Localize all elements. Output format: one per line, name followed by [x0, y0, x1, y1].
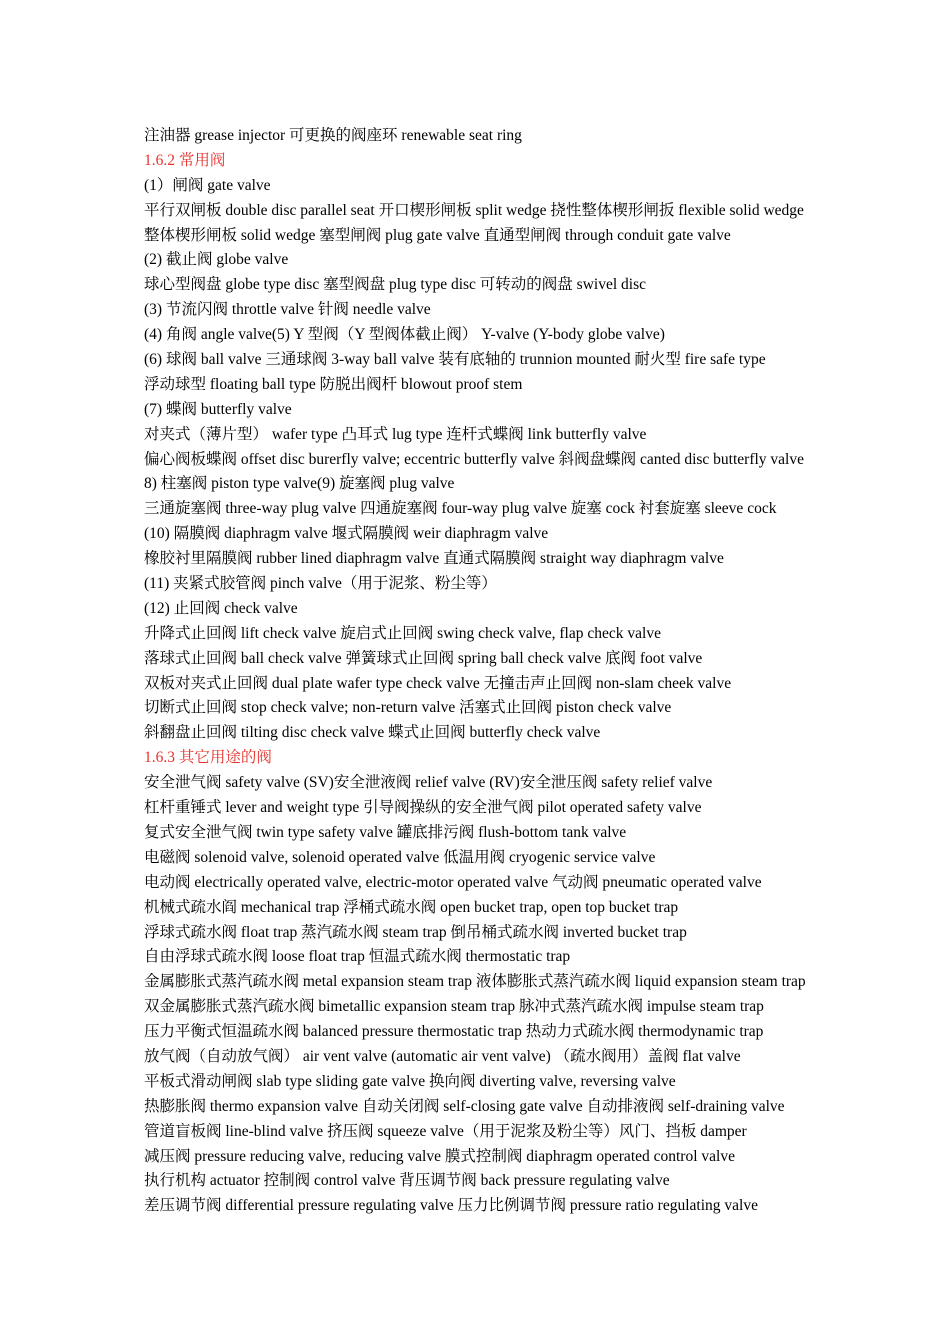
text-line: 平板式滑动闸阀 slab type sliding gate valve 换向阀 diverting valve, reversing valve [144, 1072, 676, 1090]
text-line: 升降式止回阀 lift check valve 旋启式止回阀 swing check valve, flap check valve [144, 624, 661, 642]
text-line: 平行双闸板 double disc parallel seat 开口楔形闸板 split wedge 挠性整体楔形闸扳 flexible solid wedge [144, 201, 804, 219]
text-line: 双金属膨胀式蒸汽疏水阀 bimetallic expansion steam trap 脉冲式蒸汽疏水阀 impulse steam trap [144, 998, 764, 1016]
text-line: 对夹式（薄片型） wafer type 凸耳式 lug type 连杆式蝶阀 link butterfly valve [144, 425, 647, 443]
text-line: 管道盲板阀 line-blind valve 挤压阀 squeeze valve（用于泥浆及粉尘等）风门、挡板 damper [144, 1122, 747, 1140]
text-line: (10) 隔膜阀 diaphragm valve 堰式隔膜阀 weir diaphragm valve [144, 525, 549, 543]
text-line: 执行机构 actuator 控制阀 control valve 背压调节阀 back pressure regulating valve [144, 1172, 670, 1190]
text-line: (11) 夹紧式胶管阀 pinch valve（用于泥浆、粉尘等） [144, 575, 497, 593]
text-line: (4) 角阀 angle valve(5) Y 型阀（Y 型阀体截止阀） Y-valve (Y-body globe valve) [144, 326, 665, 344]
section-heading: 1.6.3 其它用途的阀 [144, 749, 272, 767]
text-line: 压力平衡式恒温疏水阀 balanced pressure thermostatic trap 热动力式疏水阀 thermodynamic trap [144, 1023, 764, 1041]
text-line: 三通旋塞阀 three-way plug valve 四通旋塞阀 four-way plug valve 旋塞 cock 衬套旋塞 sleeve cock [144, 500, 777, 518]
text-line: 自由浮球式疏水阀 loose float trap 恒温式疏水阀 thermostatic trap [144, 948, 571, 966]
text-line: 金属膨胀式蒸汽疏水阀 metal expansion steam trap 液体膨胀式蒸汽疏水阀 liquid expansion steam trap [144, 973, 806, 991]
text-line: (3) 节流闪阀 throttle valve 针阀 needle valve [144, 301, 431, 319]
text-line: 复式安全泄气阀 twin type safety valve 罐底排污阀 flush-bottom tank valve [144, 823, 627, 841]
text-line: (12) 止回阀 check valve [144, 599, 298, 617]
text-line: 放气阀（自动放气阀） air vent valve (automatic air vent valve) （疏水阀用）盖阀 flat valve [144, 1047, 741, 1065]
section-heading: 1.6.2 常用阀 [144, 151, 226, 169]
text-line: 差压调节阀 differential pressure regulating valve 压力比例调节阀 pressure ratio regulating valve [144, 1197, 758, 1215]
text-line: 电动阀 electrically operated valve, electric-motor operated valve 气动阀 pneumatic operated valve [144, 873, 762, 891]
text-line: 浮动球型 floating ball type 防脱出阀杆 blowout proof stem [144, 375, 523, 393]
text-line: 8) 柱塞阀 piston type valve(9) 旋塞阀 plug valve [144, 475, 455, 493]
text-line: 浮球式疏水阀 float trap 蒸汽疏水阀 steam trap 倒吊桶式疏水阀 inverted bucket trap [144, 923, 687, 941]
text-line: 注油器 grease injector 可更换的阀座环 renewable seat ring [144, 127, 522, 144]
text-line: 橡胶衬里隔膜阀 rubber lined diaphragm valve 直通式隔膜阀 straight way diaphragm valve [144, 550, 724, 568]
text-line: (7) 蝶阀 butterfly valve [144, 400, 292, 418]
text-line: 偏心阀板蝶阀 offset disc burerfly valve; eccentric butterfly valve 斜阀盘蝶阀 canted disc butterfly valve [144, 450, 804, 468]
text-line: (1）闸阀 gate valve [144, 176, 271, 194]
text-line: 整体楔形闸板 solid wedge 塞型闸阀 plug gate valve 直通型闸阀 through conduit gate valve [144, 226, 731, 244]
text-line: 减压阀 pressure reducing valve, reducing valve 膜式控制阀 diaphragm operated control valve [144, 1147, 735, 1165]
text-line: 安全泄气阀 safety valve (SV)安全泄液阀 relief valve (RV)安全泄压阀 safety relief valve [144, 774, 713, 792]
text-line: 热膨胀阀 thermo expansion valve 自动关闭阀 self-closing gate valve 自动排液阀 self-draining valve [144, 1097, 785, 1115]
text-line: 球心型阀盘 globe type disc 塞型阀盘 plug type disc 可转动的阀盘 swivel disc [144, 276, 646, 294]
text-line: 双板对夹式止回阀 dual plate wafer type check valve 无撞击声止回阀 non-slam cheek valve [144, 674, 732, 692]
text-line: 斜翻盘止回阀 tilting disc check valve 蝶式止回阀 butterfly check valve [144, 724, 601, 742]
text-line: 机械式疏水阎 mechanical trap 浮桶式疏水阀 open bucket trap, open top bucket trap [144, 898, 679, 916]
text-line: (6) 球阀 ball valve 三通球阀 3-way ball valve 装有底轴的 trunnion mounted 耐火型 fire safe type [144, 351, 766, 369]
text-line: 杠杆重锤式 lever and weight type 引导阀操纵的安全泄气阀 pilot operated safety valve [144, 799, 702, 817]
document-page [144, 124, 924, 1219]
text-line: 电磁阀 solenoid valve, solenoid operated valve 低温用阀 cryogenic service valve [144, 848, 656, 866]
text-line: 切断式止回阀 stop check valve; non-return valve 活塞式止回阀 piston check valve [144, 699, 672, 717]
text-line: (2) 截止阀 globe valve [144, 251, 289, 269]
text-line: 落球式止回阀 ball check valve 弹簧球式止回阀 spring ball check valve 底阀 foot valve [144, 649, 703, 667]
